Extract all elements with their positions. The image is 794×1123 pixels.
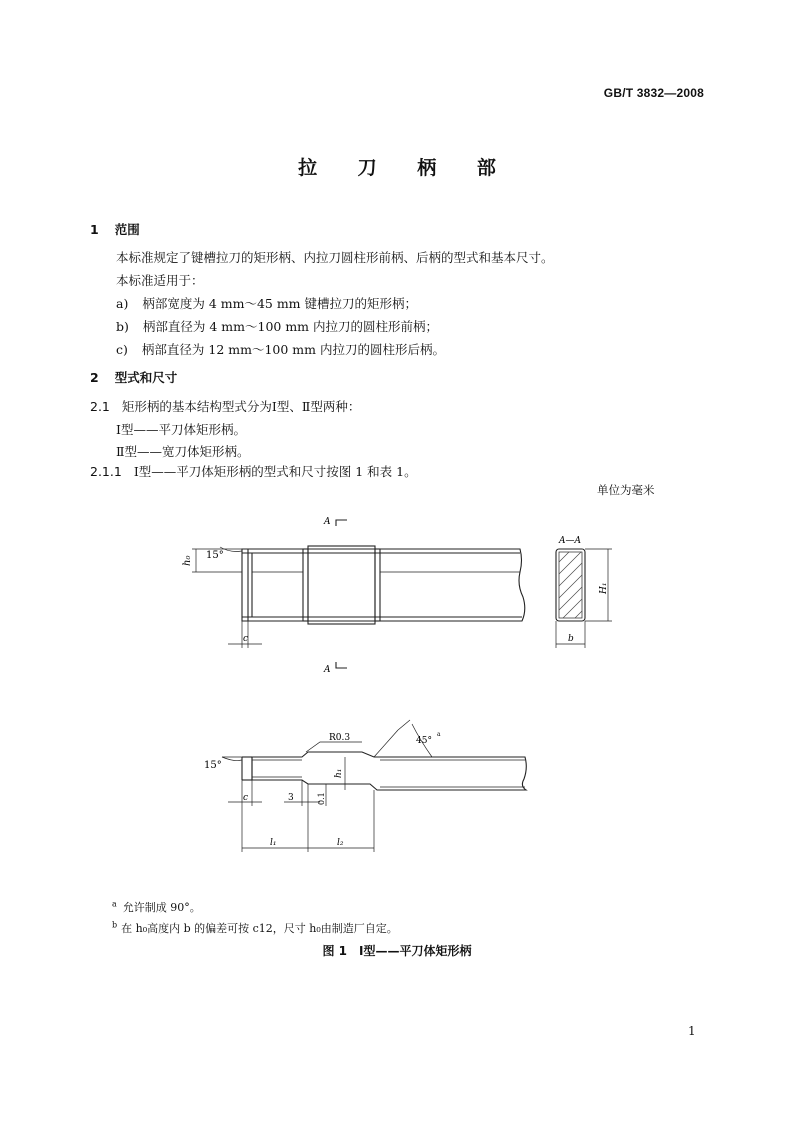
label-dim-3: 3 — [288, 793, 294, 803]
list-marker: a) — [116, 296, 129, 311]
label-r03: R0.3 — [329, 733, 351, 743]
figure-note-b — [112, 920, 398, 936]
note-marker: a — [112, 899, 117, 909]
note-text: 允许制成 90°。 — [122, 901, 201, 914]
clause-2-1-number: 2.1 — [90, 399, 110, 414]
label-l2: l₂ — [337, 838, 344, 848]
label-H1: H₁ — [599, 582, 609, 594]
side-outline — [252, 752, 526, 790]
label-b: b — [568, 634, 574, 644]
list-marker: c) — [116, 342, 128, 357]
unit-note: 单位为毫米 — [597, 483, 655, 497]
note-marker: b — [112, 920, 118, 930]
s1-paragraph-scope: 本标准规定了键槽拉刀的矩形柄、内拉刀圆柱形前柄、后柄的型式和基本尺寸。 — [116, 250, 554, 265]
label-section-a-top: A — [324, 517, 331, 527]
figure-caption: 图 1 Ⅰ型——平刀体矩形柄 — [322, 944, 472, 958]
label-section-a-bottom: A — [324, 665, 331, 675]
standard-number: GB/T 3832—2008 — [603, 86, 704, 100]
label-45-note: a — [437, 731, 441, 738]
label-45: 45° — [416, 736, 432, 746]
figure-note-a — [112, 899, 201, 915]
label-l1: l₁ — [270, 838, 277, 848]
list-text: 柄部宽度为 4 mm～45 mm 键槽拉刀的矩形柄； — [142, 296, 418, 311]
note-text: 在 h₀高度内 b 的偏差可按 c12，尺寸 h₀由制造厂自定。 — [121, 922, 398, 935]
label-15-top: 15° — [206, 550, 224, 561]
label-h1: h₁ — [334, 768, 344, 778]
clause-2-1-1-text: Ⅰ型——平刀体矩形柄的型式和尺寸按图 1 和表 1。 — [133, 464, 417, 479]
type-ii-line: Ⅱ型——宽刀体矩形柄。 — [116, 444, 250, 459]
list-text: 柄部直径为 12 mm～100 mm 内拉刀的圆柱形后柄。 — [141, 342, 445, 357]
list-text: 柄部直径为 4 mm～100 mm 内拉刀的圆柱形前柄； — [142, 319, 439, 334]
section-1-title: 范围 — [114, 222, 140, 237]
document-title: 拉 刀 柄 部 — [298, 157, 513, 179]
label-15-bottom: 15° — [204, 760, 222, 771]
type-i-line: Ⅰ型——平刀体矩形柄。 — [116, 422, 246, 437]
section-1-number: 1 — [90, 222, 99, 237]
section-2-number: 2 — [90, 370, 99, 385]
clause-2-1-1-number: 2.1.1 — [90, 464, 122, 479]
label-dim-01: 0.1 — [317, 792, 326, 805]
list-marker: b) — [116, 319, 129, 334]
s1-paragraph-applicability: 本标准适用于： — [116, 273, 204, 288]
page-number: 1 — [688, 1024, 696, 1038]
label-h0: h₀ — [182, 555, 193, 566]
label-c-bottom: c — [243, 793, 249, 803]
section-2-title: 型式和尺寸 — [114, 370, 178, 385]
label-section-aa: A—A — [559, 536, 581, 546]
label-c-top: c — [243, 634, 249, 644]
clause-2-1-text: 矩形柄的基本结构型式分为Ⅰ型、Ⅱ型两种： — [121, 399, 361, 414]
